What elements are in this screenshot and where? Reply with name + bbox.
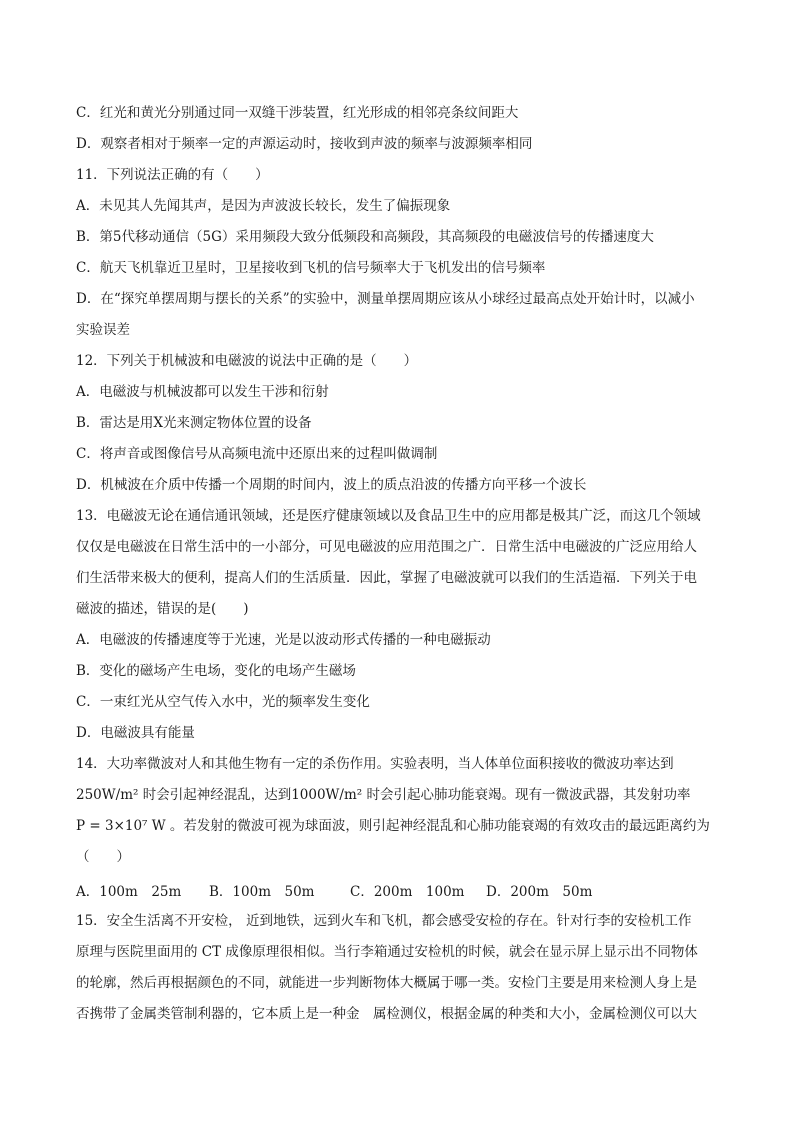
- q13-option-c: C．一束红光从空气传入水中，光的频率发生变化: [76, 694, 370, 710]
- q15-stem-2: 原理与医院里面用的 CT 成像原理很相似。当行李箱通过安检机的时候，就会在显示屏上显示出不同物体: [76, 944, 698, 960]
- q14-option-a: A．100m 25m: [76, 884, 182, 900]
- q12-option-c: C．将声音或图像信号从高频电流中还原出来的过程叫做调制: [76, 446, 438, 462]
- q14-option-d: D．200m 50m: [486, 884, 593, 900]
- q15-stem-4: 否携带了金属类管制利器的，它本质上是一种金 属检测仪，根据金属的种类和大小，金属检测仪可以大: [76, 1006, 697, 1022]
- q15-stem-1: 15．安全生活离不开安检， 近到地铁，远到火车和飞机，都会感受安检的存在。针对行李的安检机工作: [76, 913, 692, 929]
- q14-stem-3: P = 3×10⁷ W 。若发射的微波可视为球面波，则引起神经混乱和心肺功能衰竭的有效攻击的最远距离约为: [76, 818, 710, 834]
- q13-stem-4: 磁波的描述，错误的是( ): [76, 601, 249, 617]
- q13-stem-1: 13．电磁波无论在通信通讯领域，还是医疗健康领域以及食品卫生中的应用都是极其广泛，而这几个领域: [76, 508, 701, 524]
- q10-option-d: D．观察者相对于频率一定的声源运动时，接收到声波的频率与波源频率相同: [76, 136, 533, 152]
- q13-stem-2: 仅仅是电磁波在日常生活中的一小部分，可见电磁波的应用范围之广．日常生活中电磁波的广泛应用给人: [76, 539, 697, 555]
- q13-stem-3: 们生活带来极大的便利，提高人们的生活质量．因此，掌握了电磁波就可以我们的生活造福．下列关于电: [76, 570, 697, 586]
- q14-option-b: B．100m 50m: [209, 884, 315, 900]
- q12-option-b: B．雷达是用X光来测定物体位置的设备: [76, 415, 312, 431]
- q14-option-c: C．200m 100m: [350, 884, 465, 900]
- q13-option-d: D．电磁波具有能量: [76, 725, 195, 741]
- q13-option-b: B．变化的磁场产生电场，变化的电场产生磁场: [76, 663, 356, 679]
- q14-stem-2: 250W/m² 时会引起神经混乱，达到1000W/m² 时会引起心肺功能衰竭。现有一微波武器，其发射功率: [76, 787, 691, 803]
- q11-option-a: A．未见其人先闻其声，是因为声波波长较长，发生了偏振现象: [76, 198, 451, 214]
- q11-option-c: C．航天飞机靠近卫星时，卫星接收到飞机的信号频率大于飞机发出的信号频率: [76, 260, 546, 276]
- q10-option-c: C．红光和黄光分别通过同一双缝干涉装置，红光形成的相邻亮条纹间距大: [76, 105, 519, 121]
- q13-option-a: A．电磁波的传播速度等于光速，光是以波动形式传播的一种电磁振动: [76, 632, 491, 648]
- q14-stem-4: （ ）: [76, 849, 130, 865]
- q11-option-b: B．第5代移动通信（5G）采用频段大致分低频段和高频段，其高频段的电磁波信号的传播速度大: [76, 229, 654, 245]
- q15-stem-3: 的轮廓，然后再根据颜色的不同，就能进一步判断物体大概属于哪一类。安检门主要是用来检测人身上是: [76, 975, 697, 991]
- q12-option-a: A．电磁波与机械波都可以发生干涉和衍射: [76, 384, 329, 400]
- q12-stem: 12．下列关于机械波和电磁波的说法中正确的是（ ）: [76, 353, 418, 369]
- q11-option-d: D．在“探究单摆周期与摆长的关系”的实验中，测量单摆周期应该从小球经过最高点处开始计时，以减小: [76, 291, 695, 307]
- q14-stem-1: 14．大功率微波对人和其他生物有一定的杀伤作用。实验表明，当人体单位面积接收的微波功率达到: [76, 756, 674, 772]
- q11-stem: 11．下列说法正确的有（ ）: [76, 167, 269, 183]
- q12-option-d: D．机械波在介质中传播一个周期的时间内，波上的质点沿波的传播方向平移一个波长: [76, 477, 587, 493]
- q11-option-d-cont: 实验误差: [76, 322, 130, 338]
